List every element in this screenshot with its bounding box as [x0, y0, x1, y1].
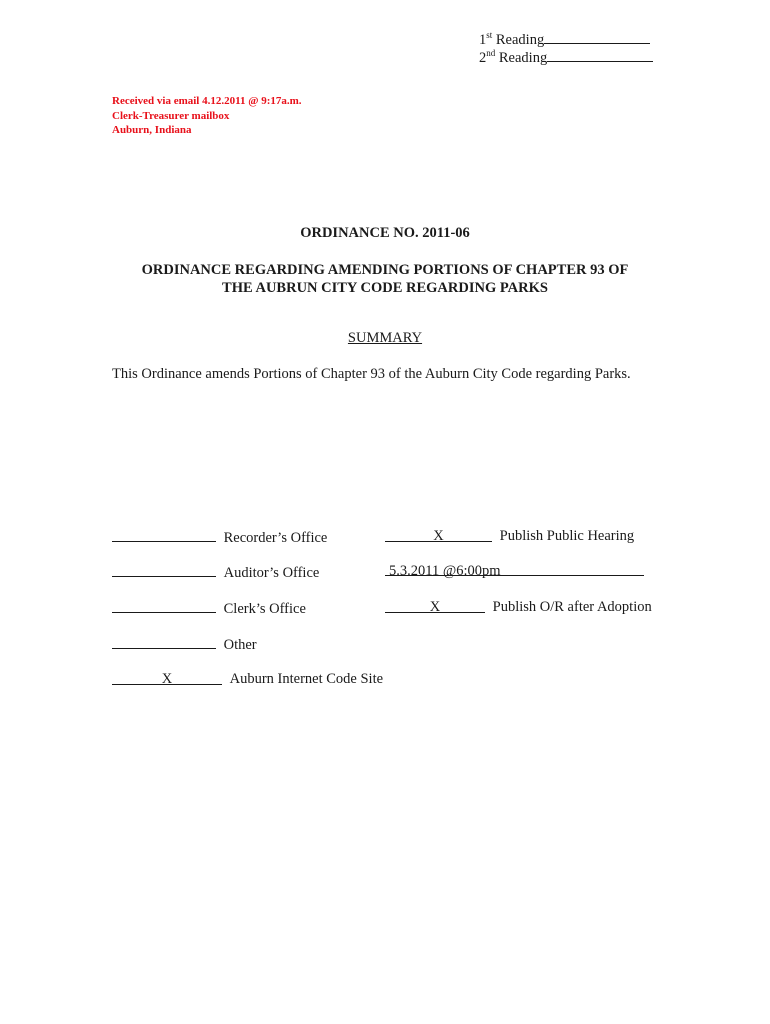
clerks-office-label: Clerk’s Office	[223, 601, 306, 617]
ordinance-number: ORDINANCE NO. 2011-06	[300, 225, 470, 241]
summary-heading: SUMMARY	[347, 330, 423, 346]
pub-row-hearing-date	[385, 562, 644, 580]
recorders-blank	[112, 527, 216, 542]
first-reading-line	[479, 30, 650, 49]
first-reading-blank	[544, 30, 650, 44]
received-line-mailbox: Clerk-Treasurer mailbox	[112, 109, 230, 122]
dist-row-other	[112, 634, 257, 654]
auditors-blank	[112, 562, 216, 577]
received-line-date: Received via email 4.12.2011 @ 9:17a.m.	[112, 95, 302, 107]
hearing-mark: X	[433, 528, 444, 544]
adoption-mark: X	[429, 599, 441, 615]
recorders-office-label: Recorder’s Office	[223, 530, 328, 546]
second-reading-label: Reading	[498, 50, 548, 66]
dist-row-recorders	[112, 527, 327, 547]
auditors-office-label: Auditor’s Office	[223, 565, 320, 581]
second-reading-blank	[547, 48, 653, 62]
adoption-label: Publish O/R after Adoption	[492, 599, 652, 615]
hearing-label: Publish Public Hearing	[499, 528, 635, 544]
pub-row-hearing	[385, 527, 634, 545]
other-blank	[112, 634, 216, 649]
adoption-blank	[385, 598, 485, 613]
other-label: Other	[223, 637, 257, 653]
received-line-location: Auburn, Indiana	[112, 124, 192, 136]
ordinance-title-line2: THE AUBRUN CITY CODE REGARDING PARKS	[222, 280, 548, 296]
dist-row-auditors	[112, 562, 319, 582]
second-reading-number: 2	[479, 50, 487, 66]
internet-blank	[112, 670, 222, 685]
second-reading-line	[479, 48, 653, 67]
internet-site-label: Auburn Internet Code Site	[229, 671, 384, 687]
hearing-datetime: 5.3.2011 @6:00pm	[389, 563, 501, 579]
second-reading-ordinal: nd	[486, 48, 496, 58]
first-reading-number: 1	[479, 32, 487, 48]
internet-mark: X	[161, 671, 173, 687]
hearing-blank	[385, 527, 492, 542]
clerks-blank	[112, 598, 216, 613]
dist-row-clerks	[112, 598, 306, 618]
hearing-date-blank	[385, 562, 644, 579]
summary-text: This Ordinance amends Portions of Chapter 93 of the Auburn City Code regarding Parks.	[112, 366, 631, 382]
pub-row-adoption	[385, 598, 652, 616]
received-stamp	[112, 94, 302, 138]
first-reading-label: Reading	[495, 32, 545, 48]
first-reading-ordinal: st	[486, 30, 493, 40]
dist-row-internet	[112, 670, 383, 688]
ordinance-title-line1: ORDINANCE REGARDING AMENDING PORTIONS OF CHAPTER 93 OF	[141, 262, 629, 278]
